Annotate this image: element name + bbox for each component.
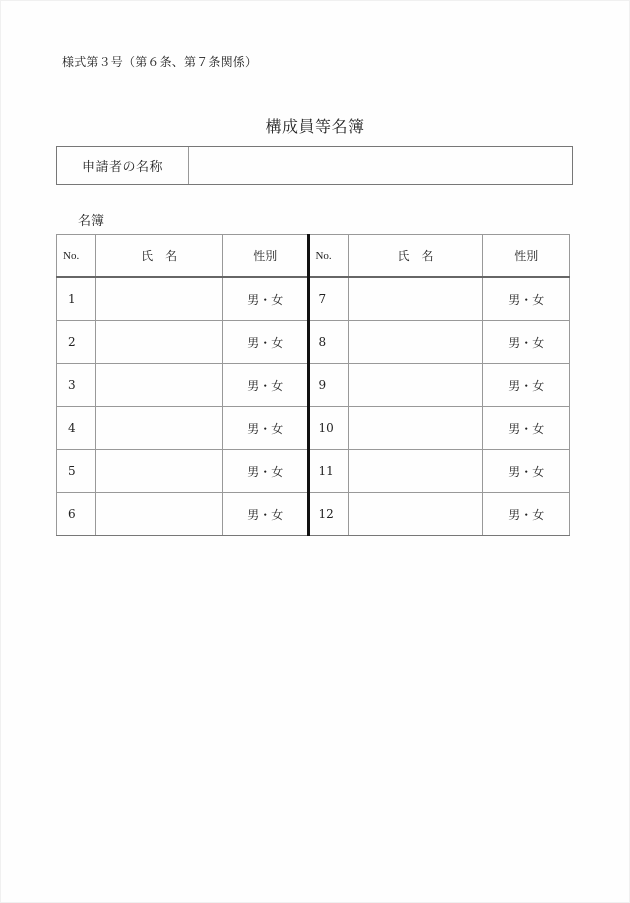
member-number: 5: [57, 450, 96, 493]
member-number: 2: [57, 321, 96, 364]
member-name-field[interactable]: [96, 450, 223, 493]
member-number: 12: [309, 493, 348, 536]
header-sex-left: 性別: [222, 235, 309, 278]
member-sex-field[interactable]: 男・女: [222, 450, 309, 493]
member-name-field[interactable]: [96, 493, 223, 536]
member-name-field[interactable]: [348, 321, 483, 364]
member-sex-field[interactable]: 男・女: [222, 364, 309, 407]
member-sex-field[interactable]: 男・女: [222, 321, 309, 364]
member-number: 9: [309, 364, 348, 407]
member-sex-field[interactable]: 男・女: [483, 321, 570, 364]
table-row: [57, 364, 570, 407]
member-sex-field[interactable]: 男・女: [483, 450, 570, 493]
applicant-name-field[interactable]: [189, 147, 572, 184]
member-name-field[interactable]: [96, 277, 223, 321]
header-sex-right: 性別: [483, 235, 570, 278]
roster-section-label: 名簿: [78, 214, 105, 229]
member-name-field[interactable]: [96, 321, 223, 364]
applicant-name-label: 申請者の名称: [57, 147, 189, 184]
member-name-field[interactable]: [348, 364, 483, 407]
member-number: 11: [309, 450, 348, 493]
member-sex-field[interactable]: 男・女: [222, 407, 309, 450]
header-name-right: 氏 名: [348, 235, 483, 278]
member-number: 4: [57, 407, 96, 450]
member-name-field[interactable]: [96, 407, 223, 450]
table-row: [57, 407, 570, 450]
table-row: [57, 321, 570, 364]
member-number: 7: [309, 277, 348, 321]
header-name-left: 氏 名: [96, 235, 223, 278]
document-title: 構成員等名簿: [265, 117, 365, 136]
table-row: [57, 277, 570, 321]
roster-table: [56, 234, 570, 536]
member-sex-field[interactable]: 男・女: [483, 407, 570, 450]
member-name-field[interactable]: [348, 493, 483, 536]
table-row: [57, 450, 570, 493]
member-number: 1: [57, 277, 96, 321]
header-no-right: No.: [309, 235, 348, 278]
member-sex-field[interactable]: 男・女: [483, 277, 570, 321]
roster-header-row: [57, 235, 570, 278]
member-name-field[interactable]: [348, 450, 483, 493]
member-sex-field[interactable]: 男・女: [222, 493, 309, 536]
applicant-name-box: [56, 146, 573, 185]
member-sex-field[interactable]: 男・女: [483, 493, 570, 536]
member-number: 6: [57, 493, 96, 536]
member-sex-field[interactable]: 男・女: [483, 364, 570, 407]
header-no-left: No.: [57, 235, 96, 278]
member-number: 3: [57, 364, 96, 407]
member-number: 8: [309, 321, 348, 364]
member-number: 10: [309, 407, 348, 450]
member-sex-field[interactable]: 男・女: [222, 277, 309, 321]
member-name-field[interactable]: [348, 277, 483, 321]
member-name-field[interactable]: [96, 364, 223, 407]
table-row: [57, 493, 570, 536]
member-name-field[interactable]: [348, 407, 483, 450]
form-number: 様式第３号（第６条、第７条関係）: [62, 55, 258, 69]
